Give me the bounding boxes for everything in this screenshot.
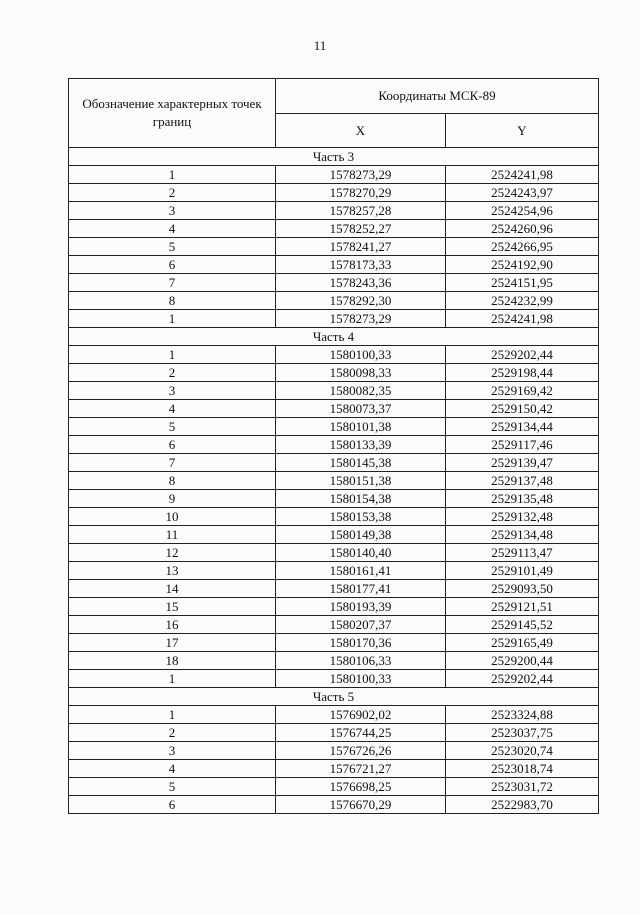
y-coordinate-cell: 2529132,48 <box>446 508 599 526</box>
table-row <box>69 346 599 364</box>
x-coordinate-cell: 1580154,38 <box>276 490 446 508</box>
x-coordinate-cell: 1578243,36 <box>276 274 446 292</box>
table-body <box>69 148 599 814</box>
x-coordinate-cell: 1578241,27 <box>276 238 446 256</box>
y-coordinate-cell: 2529121,51 <box>446 598 599 616</box>
x-coordinate-cell: 1578173,33 <box>276 256 446 274</box>
point-number-cell: 1 <box>69 706 276 724</box>
x-coordinate-cell: 1576698,25 <box>276 778 446 796</box>
table-row <box>69 436 599 454</box>
x-coordinate-cell: 1580145,38 <box>276 454 446 472</box>
table-row <box>69 238 599 256</box>
point-number-cell: 4 <box>69 760 276 778</box>
x-coordinate-cell: 1580151,38 <box>276 472 446 490</box>
point-number-cell: 3 <box>69 742 276 760</box>
y-coordinate-cell: 2523031,72 <box>446 778 599 796</box>
table-row <box>69 202 599 220</box>
section-title: Часть 3 <box>69 148 599 166</box>
y-coordinate-cell: 2524192,90 <box>446 256 599 274</box>
x-coordinate-cell: 1580100,33 <box>276 670 446 688</box>
table-row <box>69 382 599 400</box>
x-coordinate-cell: 1580193,39 <box>276 598 446 616</box>
y-coordinate-cell: 2523018,74 <box>446 760 599 778</box>
table-row <box>69 292 599 310</box>
point-number-cell: 10 <box>69 508 276 526</box>
y-coordinate-cell: 2529135,48 <box>446 490 599 508</box>
y-coordinate-cell: 2529134,44 <box>446 418 599 436</box>
y-coordinate-cell: 2529093,50 <box>446 580 599 598</box>
table-row <box>69 652 599 670</box>
y-coordinate-cell: 2529139,47 <box>446 454 599 472</box>
x-coordinate-cell: 1580149,38 <box>276 526 446 544</box>
y-coordinate-cell: 2524232,99 <box>446 292 599 310</box>
x-coordinate-cell: 1580073,37 <box>276 400 446 418</box>
x-coordinate-cell: 1576744,25 <box>276 724 446 742</box>
y-coordinate-cell: 2524151,95 <box>446 274 599 292</box>
x-coordinate-cell: 1578257,28 <box>276 202 446 220</box>
point-number-cell: 1 <box>69 670 276 688</box>
header-x: X <box>276 113 446 148</box>
table-row <box>69 778 599 796</box>
table-row <box>69 562 599 580</box>
x-coordinate-cell: 1578292,30 <box>276 292 446 310</box>
table-row <box>69 454 599 472</box>
y-coordinate-cell: 2529137,48 <box>446 472 599 490</box>
x-coordinate-cell: 1580140,40 <box>276 544 446 562</box>
x-coordinate-cell: 1578273,29 <box>276 310 446 328</box>
table-row <box>69 544 599 562</box>
y-coordinate-cell: 2529202,44 <box>446 670 599 688</box>
section-header-row <box>69 148 599 166</box>
x-coordinate-cell: 1576670,29 <box>276 796 446 814</box>
point-number-cell: 2 <box>69 184 276 202</box>
y-coordinate-cell: 2524260,96 <box>446 220 599 238</box>
y-coordinate-cell: 2529101,49 <box>446 562 599 580</box>
table-row <box>69 400 599 418</box>
y-coordinate-cell: 2524266,95 <box>446 238 599 256</box>
point-number-cell: 1 <box>69 310 276 328</box>
section-header-row <box>69 328 599 346</box>
point-number-cell: 15 <box>69 598 276 616</box>
point-number-cell: 3 <box>69 202 276 220</box>
table-row <box>69 598 599 616</box>
x-coordinate-cell: 1576726,26 <box>276 742 446 760</box>
x-coordinate-cell: 1580170,36 <box>276 634 446 652</box>
point-number-cell: 7 <box>69 274 276 292</box>
x-coordinate-cell: 1580207,37 <box>276 616 446 634</box>
y-coordinate-cell: 2523020,74 <box>446 742 599 760</box>
x-coordinate-cell: 1580177,41 <box>276 580 446 598</box>
point-number-cell: 2 <box>69 364 276 382</box>
x-coordinate-cell: 1580100,33 <box>276 346 446 364</box>
table-row <box>69 490 599 508</box>
y-coordinate-cell: 2524241,98 <box>446 310 599 328</box>
table-row <box>69 310 599 328</box>
table-row <box>69 580 599 598</box>
point-number-cell: 8 <box>69 472 276 490</box>
table-row <box>69 256 599 274</box>
y-coordinate-cell: 2529198,44 <box>446 364 599 382</box>
x-coordinate-cell: 1578252,27 <box>276 220 446 238</box>
x-coordinate-cell: 1580106,33 <box>276 652 446 670</box>
point-number-cell: 14 <box>69 580 276 598</box>
x-coordinate-cell: 1576721,27 <box>276 760 446 778</box>
section-title: Часть 5 <box>69 688 599 706</box>
y-coordinate-cell: 2529150,42 <box>446 400 599 418</box>
x-coordinate-cell: 1580153,38 <box>276 508 446 526</box>
y-coordinate-cell: 2529145,52 <box>446 616 599 634</box>
header-coordinates: Координаты МСК-89 <box>276 79 599 114</box>
y-coordinate-cell: 2524243,97 <box>446 184 599 202</box>
x-coordinate-cell: 1580161,41 <box>276 562 446 580</box>
y-coordinate-cell: 2529113,47 <box>446 544 599 562</box>
header-y: Y <box>446 113 599 148</box>
x-coordinate-cell: 1580082,35 <box>276 382 446 400</box>
y-coordinate-cell: 2529200,44 <box>446 652 599 670</box>
y-coordinate-cell: 2529134,48 <box>446 526 599 544</box>
table-row <box>69 742 599 760</box>
table-row <box>69 364 599 382</box>
table-row <box>69 724 599 742</box>
point-number-cell: 7 <box>69 454 276 472</box>
table-row <box>69 706 599 724</box>
y-coordinate-cell: 2523037,75 <box>446 724 599 742</box>
point-number-cell: 8 <box>69 292 276 310</box>
y-coordinate-cell: 2523324,88 <box>446 706 599 724</box>
table-row <box>69 670 599 688</box>
point-number-cell: 5 <box>69 418 276 436</box>
point-number-cell: 6 <box>69 796 276 814</box>
table-row <box>69 634 599 652</box>
point-number-cell: 16 <box>69 616 276 634</box>
table-row <box>69 508 599 526</box>
table-row <box>69 166 599 184</box>
point-number-cell: 5 <box>69 238 276 256</box>
point-number-cell: 6 <box>69 256 276 274</box>
y-coordinate-cell: 2524241,98 <box>446 166 599 184</box>
point-number-cell: 12 <box>69 544 276 562</box>
coordinates-table <box>68 78 599 814</box>
y-coordinate-cell: 2529165,49 <box>446 634 599 652</box>
table-row <box>69 220 599 238</box>
point-number-cell: 17 <box>69 634 276 652</box>
section-header-row <box>69 688 599 706</box>
x-coordinate-cell: 1578270,29 <box>276 184 446 202</box>
table-row <box>69 274 599 292</box>
y-coordinate-cell: 2522983,70 <box>446 796 599 814</box>
x-coordinate-cell: 1580098,33 <box>276 364 446 382</box>
point-number-cell: 18 <box>69 652 276 670</box>
point-number-cell: 4 <box>69 220 276 238</box>
table-row <box>69 472 599 490</box>
point-number-cell: 3 <box>69 382 276 400</box>
y-coordinate-cell: 2524254,96 <box>446 202 599 220</box>
x-coordinate-cell: 1580133,39 <box>276 436 446 454</box>
y-coordinate-cell: 2529202,44 <box>446 346 599 364</box>
x-coordinate-cell: 1580101,38 <box>276 418 446 436</box>
table-row <box>69 526 599 544</box>
point-number-cell: 13 <box>69 562 276 580</box>
point-number-cell: 2 <box>69 724 276 742</box>
header-points: Обозначение характерных точек границ <box>69 79 276 148</box>
point-number-cell: 6 <box>69 436 276 454</box>
point-number-cell: 4 <box>69 400 276 418</box>
point-number-cell: 1 <box>69 346 276 364</box>
table-row <box>69 616 599 634</box>
point-number-cell: 1 <box>69 166 276 184</box>
point-number-cell: 5 <box>69 778 276 796</box>
table-row <box>69 760 599 778</box>
point-number-cell: 9 <box>69 490 276 508</box>
table-row <box>69 796 599 814</box>
x-coordinate-cell: 1576902,02 <box>276 706 446 724</box>
section-title: Часть 4 <box>69 328 599 346</box>
x-coordinate-cell: 1578273,29 <box>276 166 446 184</box>
y-coordinate-cell: 2529117,46 <box>446 436 599 454</box>
y-coordinate-cell: 2529169,42 <box>446 382 599 400</box>
page-number: 11 <box>313 38 327 53</box>
table-row <box>69 184 599 202</box>
table-row <box>69 418 599 436</box>
point-number-cell: 11 <box>69 526 276 544</box>
